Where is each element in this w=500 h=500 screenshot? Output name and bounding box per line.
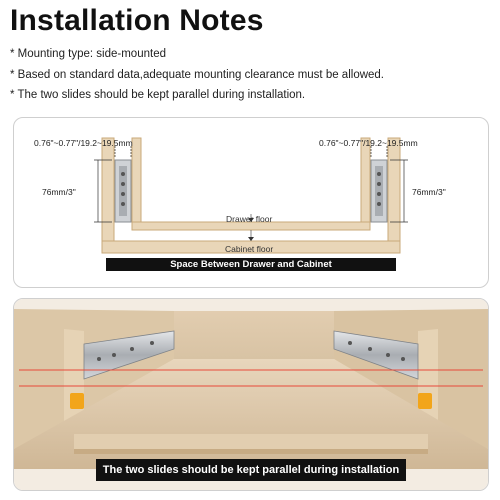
right-bracket-icon (418, 393, 432, 409)
note-parallel: * The two slides should be kept parallel during installation. (10, 89, 306, 101)
parallel-caption: The two slides should be kept parallel during installation (96, 459, 406, 481)
right-clearance-label: 0.76"~0.77"/19.2~19.5mm (319, 138, 418, 148)
drawer-floor-label: Drawer floor (226, 214, 273, 224)
right-height-label: 76mm/3" (412, 187, 446, 197)
note-mounting-type: * Mounting type: side-mounted (10, 48, 166, 60)
right-slide-icon (371, 160, 387, 222)
clearance-caption: Space Between Drawer and Cabinet (106, 258, 396, 271)
left-height-label: 76mm/3" (42, 187, 76, 197)
clearance-diagram-panel (13, 117, 489, 288)
left-bracket-icon (70, 393, 84, 409)
left-slide-icon (115, 160, 131, 222)
cabinet-floor-label: Cabinet floor (225, 244, 274, 254)
note-clearance: * Based on standard data,adequate mounting clearance must be allowed. (10, 69, 385, 81)
parallel-install-panel (13, 298, 489, 491)
page-title: Installation Notes (10, 4, 264, 37)
left-clearance-label: 0.76"~0.77"/19.2~19.5mm (34, 138, 133, 148)
